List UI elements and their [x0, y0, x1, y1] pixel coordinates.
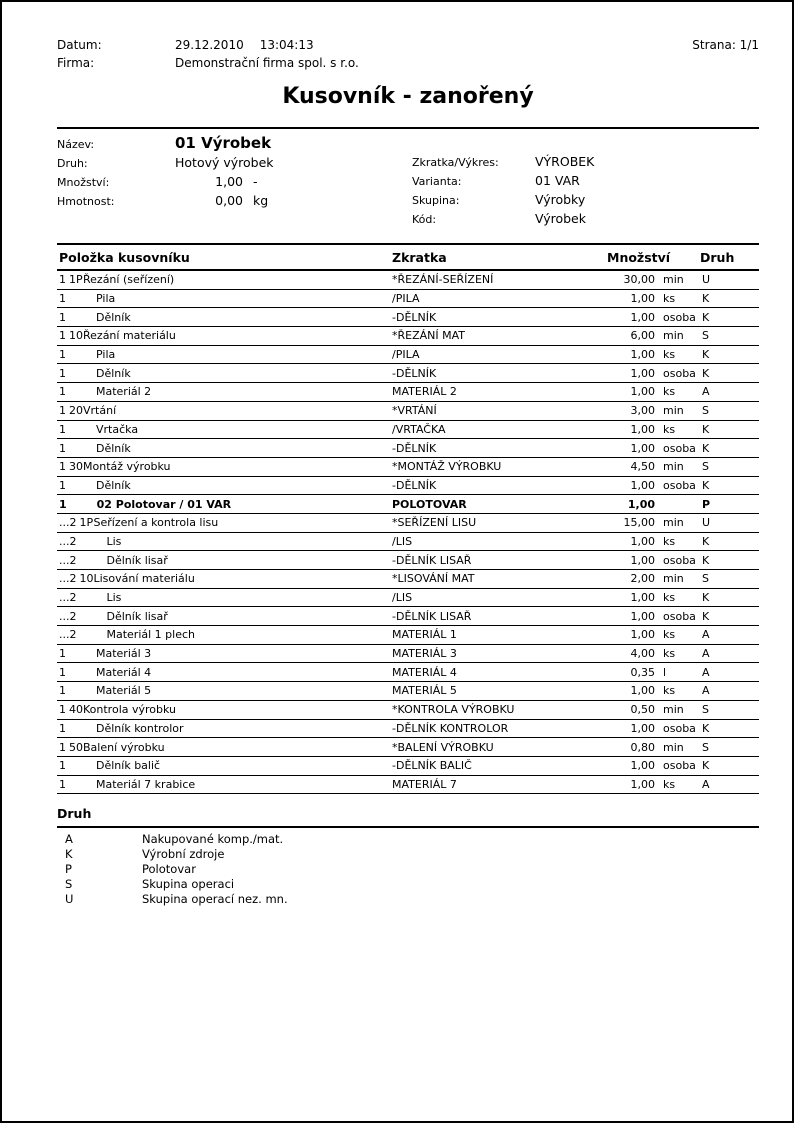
- bom-qty: 1,00: [630, 777, 655, 791]
- bom-table-header: [57, 243, 759, 271]
- bom-level: 1: [59, 329, 66, 343]
- bom-druh: A: [702, 665, 710, 679]
- bom-qty: 1,00: [630, 759, 655, 773]
- bom-druh: K: [702, 292, 710, 306]
- mnozstvi-unit: -: [253, 174, 258, 189]
- bom-name: Pila: [96, 292, 116, 306]
- bom-druh: K: [702, 478, 710, 492]
- table-row: [57, 458, 759, 477]
- table-row: [57, 308, 759, 327]
- col-header-mnozstvi: Množství: [607, 249, 671, 265]
- table-row: [57, 439, 759, 458]
- zkratka-value: VÝROBEK: [535, 154, 595, 169]
- bom-zkratka: -DĚLNÍK LISAŘ: [392, 609, 472, 623]
- legend-code: A: [65, 832, 73, 847]
- bom-druh: K: [702, 422, 710, 436]
- bom-zkratka: *VRTÁNÍ: [392, 404, 437, 418]
- bom-qty: 1,00: [630, 292, 655, 306]
- bom-item-cell: [57, 329, 392, 342]
- bom-druh: A: [702, 684, 710, 698]
- bom-zkratka: /VRTAČKA: [392, 422, 446, 436]
- bom-level: 1: [59, 366, 66, 380]
- bom-druh: S: [702, 460, 709, 474]
- bom-zkratka: -DĚLNÍK BALIČ: [392, 759, 472, 773]
- bom-op-code: 20: [69, 404, 83, 418]
- bom-qty: 1,00: [630, 348, 655, 362]
- bom-item-cell: [57, 273, 392, 286]
- col-header-druh: Druh: [700, 249, 735, 265]
- hmotnost-label: Hmotnost:: [57, 195, 115, 208]
- bom-level: ...2: [59, 591, 77, 605]
- bom-unit: min: [663, 572, 684, 586]
- bom-druh: K: [702, 366, 710, 380]
- bom-unit: osoba: [663, 310, 696, 324]
- bom-zkratka: -DĚLNÍK: [392, 310, 437, 324]
- bom-qty: 0,80: [630, 740, 655, 754]
- bom-unit: ks: [663, 422, 676, 436]
- hmotnost-unit: kg: [253, 193, 269, 208]
- bom-qty: 1,00: [630, 553, 655, 567]
- bom-zkratka: MATERIÁL 7: [392, 777, 457, 791]
- date-row: [57, 36, 692, 54]
- bom-zkratka: MATERIÁL 2: [392, 385, 457, 399]
- bom-qty: 1,00: [630, 684, 655, 698]
- table-row: [57, 701, 759, 720]
- bom-unit: osoba: [663, 478, 696, 492]
- table-row: [57, 757, 759, 776]
- company-label: Firma:: [57, 56, 95, 70]
- info-row-druh: [57, 154, 412, 173]
- table-row: [57, 533, 759, 552]
- table-row: [57, 383, 759, 402]
- table-row: [57, 290, 759, 309]
- bom-unit: min: [663, 404, 684, 418]
- bom-op-code: 40: [69, 703, 83, 717]
- zkratka-label: Zkratka/Výkres:: [412, 156, 499, 169]
- bom-level: 1: [59, 292, 66, 306]
- bom-zkratka: -DĚLNÍK: [392, 478, 437, 492]
- bom-item-cell: [57, 666, 392, 679]
- bom-item-cell: [57, 516, 392, 529]
- bom-name: Vrtačka: [96, 422, 139, 436]
- bom-name: Řezání (seřízení): [83, 273, 175, 287]
- bom-unit: min: [663, 273, 684, 287]
- bom-level: 1: [59, 665, 66, 679]
- hmotnost-value: 0,00: [215, 193, 243, 208]
- bom-qty: 1,00: [630, 422, 655, 436]
- info-left: [57, 134, 412, 229]
- bom-level: 1: [59, 497, 67, 511]
- legend: [57, 806, 759, 907]
- info-row-mnozstvi: [57, 173, 412, 192]
- bom-level: ...2: [59, 516, 77, 530]
- bom-name: Materiál 3: [96, 647, 152, 661]
- legend-label: Polotovar: [142, 862, 196, 877]
- bom-item-cell: [57, 703, 392, 716]
- bom-druh: K: [702, 441, 710, 455]
- bom-item-cell: [57, 535, 392, 548]
- bom-level: ...2: [59, 609, 77, 623]
- bom-name: Dělník: [96, 478, 131, 492]
- bom-name: Dělník: [96, 441, 131, 455]
- bom-qty: 4,00: [630, 647, 655, 661]
- info-row-varianta: [412, 172, 759, 191]
- legend-label: Nakupované komp./mat.: [142, 832, 284, 847]
- bom-druh: A: [702, 628, 710, 642]
- bom-level: 1: [59, 647, 66, 661]
- bom-zkratka: *SEŘÍZENÍ LISU: [392, 516, 477, 530]
- info-row-nazev: [57, 134, 412, 154]
- bom-zkratka: /LIS: [392, 534, 413, 548]
- bom-druh: A: [702, 385, 710, 399]
- bom-zkratka: *KONTROLA VÝROBKU: [392, 703, 515, 717]
- bom-zkratka: -DĚLNÍK: [392, 441, 437, 455]
- bom-op-code: 1P: [69, 273, 83, 287]
- bom-item-cell: [57, 759, 392, 772]
- bom-level: 1: [59, 310, 66, 324]
- bom-item-cell: [57, 647, 392, 660]
- bom-level: 1: [59, 404, 66, 418]
- mnozstvi-value: 1,00: [215, 174, 243, 189]
- bom-druh: A: [702, 647, 710, 661]
- legend-title: Druh: [57, 806, 759, 828]
- header-left: [57, 36, 692, 72]
- table-row: [57, 776, 759, 795]
- nazev-label: Název:: [57, 138, 95, 151]
- col-header-zkratka: Zkratka: [392, 249, 447, 265]
- bom-unit: ks: [663, 684, 676, 698]
- bom-level: 1: [59, 740, 66, 754]
- bom-level: ...2: [59, 534, 77, 548]
- bom-qty: 1,00: [630, 366, 655, 380]
- bom-item-cell: [57, 498, 392, 511]
- bom-unit: osoba: [663, 441, 696, 455]
- table-row: [57, 607, 759, 626]
- bom-name: Pila: [96, 348, 116, 362]
- bom-unit: ks: [663, 628, 676, 642]
- date-label: Datum:: [57, 38, 102, 52]
- bom-name: Vrtání: [83, 404, 117, 418]
- bom-qty: 1,00: [630, 441, 655, 455]
- table-row: [57, 738, 759, 757]
- legend-item: [57, 877, 759, 892]
- bom-qty: 1,00: [630, 478, 655, 492]
- bom-name: Dělník kontrolor: [96, 721, 184, 735]
- kod-value: Výrobek: [535, 211, 586, 226]
- bom-zkratka: /PILA: [392, 348, 420, 362]
- bom-item-cell: [57, 684, 392, 697]
- bom-qty: 1,00: [630, 628, 655, 642]
- bom-unit: ks: [663, 591, 676, 605]
- bom-item-cell: [57, 722, 392, 735]
- bom-druh: S: [702, 572, 709, 586]
- bom-rows: [57, 271, 759, 794]
- bom-unit: osoba: [663, 553, 696, 567]
- table-row: [57, 327, 759, 346]
- bom-item-cell: [57, 741, 392, 754]
- bom-qty: 1,00: [627, 497, 655, 511]
- bom-unit: osoba: [663, 366, 696, 380]
- bom-zkratka: MATERIÁL 4: [392, 665, 457, 679]
- druh-value: Hotový výrobek: [175, 155, 274, 170]
- table-row: [57, 626, 759, 645]
- info-row-hmotnost: [57, 192, 412, 211]
- kod-label: Kód:: [412, 213, 437, 226]
- bom-zkratka: *MONTÁŽ VÝROBKU: [392, 460, 502, 474]
- bom-qty: 0,35: [630, 665, 655, 679]
- legend-item: [57, 862, 759, 877]
- bom-druh: K: [702, 310, 710, 324]
- legend-code: K: [65, 847, 73, 862]
- bom-name: Dělník: [96, 366, 131, 380]
- bom-name: Lis: [106, 591, 122, 605]
- bom-item-cell: [57, 628, 392, 641]
- bom-qty: 1,00: [630, 591, 655, 605]
- bom-level: ...2: [59, 572, 77, 586]
- legend-item: [57, 847, 759, 862]
- skupina-value: Výrobky: [535, 192, 586, 207]
- bom-zkratka: MATERIÁL 1: [392, 628, 457, 642]
- info-row-zkratka: [412, 153, 759, 172]
- bom-item-cell: [57, 404, 392, 417]
- bom-unit: min: [663, 329, 684, 343]
- bom-druh: K: [702, 759, 710, 773]
- legend-rows: [57, 828, 759, 907]
- bom-name: Materiál 4: [96, 665, 152, 679]
- bom-qty: 30,00: [623, 273, 655, 287]
- varianta-value: 01 VAR: [535, 173, 580, 188]
- bom-zkratka: -DĚLNÍK KONTROLOR: [392, 721, 509, 735]
- info-row-kod: [412, 210, 759, 229]
- bom-item-cell: [57, 348, 392, 361]
- bom-unit: min: [663, 460, 684, 474]
- table-row: [57, 364, 759, 383]
- bom-zkratka: *BALENÍ VÝROBKU: [392, 740, 494, 754]
- bom-zkratka: /PILA: [392, 292, 420, 306]
- legend-item: [57, 832, 759, 847]
- bom-unit: ks: [663, 292, 676, 306]
- bom-level: 1: [59, 703, 66, 717]
- bom-name: Materiál 7 krabice: [96, 777, 196, 791]
- bom-zkratka: -DĚLNÍK: [392, 366, 437, 380]
- legend-label: Skupina operací nez. mn.: [142, 892, 288, 907]
- bom-druh: K: [702, 591, 710, 605]
- info-right: [412, 134, 759, 229]
- bom-name: Lisování materiálu: [93, 572, 195, 586]
- bom-name: Řezání materiálu: [83, 329, 176, 343]
- page-title: Kusovník - zanořený: [282, 84, 534, 109]
- bom-unit: osoba: [663, 759, 696, 773]
- legend-code: S: [65, 877, 73, 892]
- bom-op-code: 30: [69, 460, 83, 474]
- bom-zkratka: *ŘEZÁNÍ-SEŘÍZENÍ: [392, 273, 494, 287]
- mnozstvi-label: Množství:: [57, 176, 110, 189]
- table-row: [57, 551, 759, 570]
- bom-druh: K: [702, 609, 710, 623]
- bom-item-cell: [57, 311, 392, 324]
- bom-op-code: 10: [79, 572, 94, 586]
- bom-name: 02 Polotovar / 01 VAR: [96, 497, 232, 511]
- bom-druh: S: [702, 740, 709, 754]
- skupina-label: Skupina:: [412, 194, 460, 207]
- bom-name: Seřízení a kontrola lisu: [93, 516, 219, 530]
- legend-code: P: [65, 862, 72, 877]
- bom-name: Dělník: [96, 310, 131, 324]
- bom-qty: 2,00: [630, 572, 655, 586]
- bom-name: Dělník lisař: [106, 553, 168, 567]
- bom-druh: U: [702, 273, 711, 287]
- legend-code: U: [65, 892, 74, 907]
- bom-table: [57, 243, 759, 794]
- bom-qty: 0,50: [630, 703, 655, 717]
- bom-item-cell: [57, 423, 392, 436]
- bom-zkratka: -DĚLNÍK LISAŘ: [392, 553, 472, 567]
- bom-level: 1: [59, 777, 66, 791]
- col-header-item: Položka kusovníku: [59, 249, 190, 265]
- table-row: [57, 514, 759, 533]
- bom-qty: 1,00: [630, 534, 655, 548]
- bom-name: Dělník balič: [96, 759, 161, 773]
- bom-druh: A: [702, 777, 710, 791]
- bom-name: Montáž výrobku: [83, 460, 171, 474]
- bom-item-cell: [57, 460, 392, 473]
- bom-item-cell: [57, 479, 392, 492]
- table-row: [57, 645, 759, 664]
- bom-druh: K: [702, 553, 710, 567]
- bom-item-cell: [57, 292, 392, 305]
- bom-level: 1: [59, 422, 66, 436]
- table-row: [57, 421, 759, 440]
- bom-op-code: 1P: [79, 516, 94, 530]
- bom-name: Lis: [106, 534, 122, 548]
- bom-level: 1: [59, 348, 66, 362]
- bom-item-cell: [57, 591, 392, 604]
- bom-unit: min: [663, 703, 684, 717]
- table-row: [57, 477, 759, 496]
- bom-qty: 6,00: [630, 329, 655, 343]
- bom-qty: 15,00: [623, 516, 655, 530]
- bom-level: 1: [59, 478, 66, 492]
- bom-name: Materiál 5: [96, 684, 152, 698]
- bom-level: 1: [59, 759, 66, 773]
- bom-druh: S: [702, 329, 709, 343]
- bom-unit: min: [663, 516, 684, 530]
- bom-unit: ks: [663, 348, 676, 362]
- bom-unit: l: [663, 665, 667, 679]
- legend-label: Výrobní zdroje: [142, 847, 225, 862]
- bom-zkratka: MATERIÁL 5: [392, 684, 457, 698]
- bom-zkratka: /LIS: [392, 591, 413, 605]
- table-row: [57, 589, 759, 608]
- table-row: [57, 402, 759, 421]
- info-row-skupina: [412, 191, 759, 210]
- table-row: [57, 720, 759, 739]
- bom-unit: ks: [663, 385, 676, 399]
- bom-level: 1: [59, 385, 66, 399]
- bom-qty: 4,50: [630, 460, 655, 474]
- bom-druh: S: [702, 404, 709, 418]
- bom-zkratka: *ŘEZÁNÍ MAT: [392, 329, 466, 343]
- company-row: [57, 54, 692, 72]
- legend-label: Skupina operaci: [142, 877, 235, 892]
- bom-qty: 1,00: [630, 310, 655, 324]
- bom-zkratka: POLOTOVAR: [392, 497, 467, 511]
- bom-level: 1: [59, 441, 66, 455]
- druh-label: Druh:: [57, 157, 88, 170]
- table-row: [57, 570, 759, 589]
- bom-name: Kontrola výrobku: [83, 703, 177, 717]
- time-value: 13:04:13: [259, 38, 314, 52]
- bom-zkratka: MATERIÁL 3: [392, 647, 457, 661]
- bom-level: ...2: [59, 553, 77, 567]
- bom-zkratka: *LISOVÁNÍ MAT: [392, 572, 475, 586]
- page-header: [57, 36, 759, 72]
- bom-qty: 1,00: [630, 385, 655, 399]
- bom-item-cell: [57, 367, 392, 380]
- bom-druh: S: [702, 703, 709, 717]
- bom-level: 1: [59, 684, 66, 698]
- bom-item-cell: [57, 442, 392, 455]
- bom-op-code: 10: [69, 329, 83, 343]
- bom-op-code: 50: [69, 740, 83, 754]
- table-row: [57, 271, 759, 290]
- bom-unit: osoba: [663, 609, 696, 623]
- bom-level: 1: [59, 273, 66, 287]
- bom-level: ...2: [59, 628, 77, 642]
- bom-unit: min: [663, 740, 684, 754]
- table-row: [57, 495, 759, 514]
- bom-item-cell: [57, 554, 392, 567]
- bom-unit: ks: [663, 534, 676, 548]
- bom-qty: 3,00: [630, 404, 655, 418]
- bom-qty: 1,00: [630, 609, 655, 623]
- legend-item: [57, 892, 759, 907]
- bom-druh: K: [702, 348, 710, 362]
- bom-level: 1: [59, 460, 66, 474]
- bom-druh: K: [702, 721, 710, 735]
- date-value: 29.12.2010: [175, 38, 244, 52]
- bom-name: Materiál 2: [96, 385, 152, 399]
- table-row: [57, 346, 759, 365]
- bom-item-cell: [57, 572, 392, 585]
- bom-name: Balení výrobku: [83, 740, 165, 754]
- company-value: Demonstrační firma spol. s r.o.: [175, 56, 359, 70]
- page-number: Strana: 1/1: [692, 38, 759, 52]
- table-row: [57, 682, 759, 701]
- bom-unit: ks: [663, 647, 676, 661]
- info-block: [57, 127, 759, 229]
- bom-item-cell: [57, 610, 392, 623]
- bom-druh: U: [702, 516, 711, 530]
- nazev-value: 01 Výrobek: [175, 134, 272, 152]
- bom-name: Dělník lisař: [106, 609, 168, 623]
- bom-item-cell: [57, 778, 392, 791]
- table-row: [57, 663, 759, 682]
- bom-unit: osoba: [663, 721, 696, 735]
- bom-name: Materiál 1 plech: [106, 628, 196, 642]
- varianta-label: Varianta:: [412, 175, 462, 188]
- bom-item-cell: [57, 385, 392, 398]
- bom-druh: P: [702, 497, 711, 511]
- bom-druh: K: [702, 534, 710, 548]
- bom-qty: 1,00: [630, 721, 655, 735]
- bom-unit: ks: [663, 777, 676, 791]
- bom-level: 1: [59, 721, 66, 735]
